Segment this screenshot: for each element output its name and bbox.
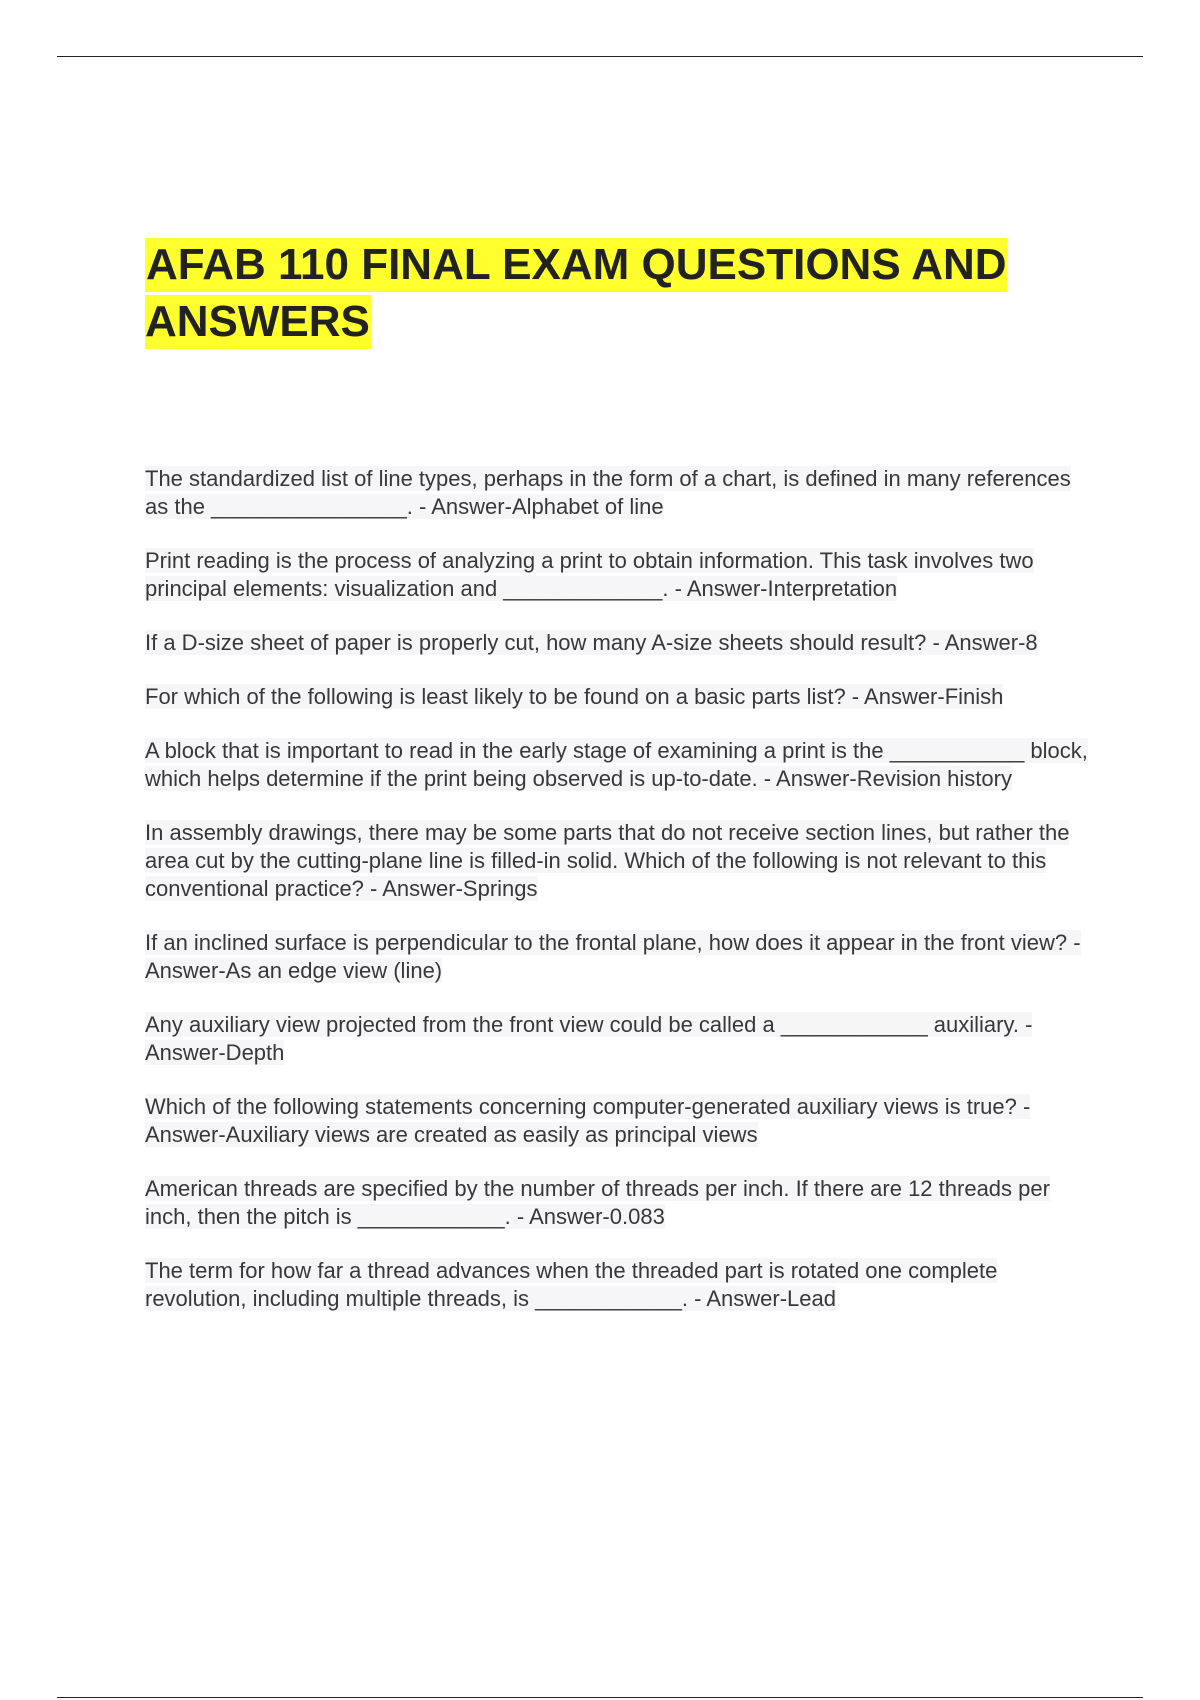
qa-item bbox=[145, 547, 1095, 603]
document-title bbox=[145, 236, 1045, 350]
qa-item bbox=[145, 1093, 1095, 1149]
qa-text: American threads are specified by the number of threads per inch. If there are 12 threads per inch, then the pitch is ____________. - Answer-0.083 bbox=[145, 1176, 1050, 1229]
qa-item bbox=[145, 465, 1095, 521]
qa-item bbox=[145, 819, 1095, 903]
header-rule bbox=[57, 56, 1143, 57]
document-title-highlight: AFAB 110 FINAL EXAM QUESTIONS AND ANSWERS bbox=[145, 238, 1007, 349]
qa-item bbox=[145, 1257, 1095, 1313]
qa-text: If a D-size sheet of paper is properly cut, how many A-size sheets should result? - Answer-8 bbox=[145, 630, 1038, 655]
qa-text: For which of the following is least likely to be found on a basic parts list? - Answer-Finish bbox=[145, 684, 1004, 709]
qa-item bbox=[145, 929, 1095, 985]
qa-text: The standardized list of line types, perhaps in the form of a chart, is defined in many references as the ________________. - Answer-Alphabet of line bbox=[145, 466, 1071, 519]
qa-item bbox=[145, 737, 1095, 793]
qa-text: A block that is important to read in the early stage of examining a print is the ___________ block, which helps determine if the print being observed is up-to-date. - Answer-Revision history bbox=[145, 738, 1088, 791]
qa-item bbox=[145, 683, 1095, 711]
qa-text: If an inclined surface is perpendicular to the frontal plane, how does it appear in the front view? - Answer-As an edge view (line) bbox=[145, 930, 1081, 983]
qa-list bbox=[145, 465, 1095, 1339]
qa-text: The term for how far a thread advances when the threaded part is rotated one complete revolution, including multiple threads, is ____________. - Answer-Lead bbox=[145, 1258, 998, 1311]
qa-text: In assembly drawings, there may be some parts that do not receive section lines, but rather the area cut by the cutting-plane line is filled-in solid. Which of the following is not relevant to this conventional practice? - Answer-Springs bbox=[145, 820, 1070, 901]
qa-item bbox=[145, 1011, 1095, 1067]
qa-item bbox=[145, 1175, 1095, 1231]
qa-text: Which of the following statements concerning computer-generated auxiliary views is true? - Answer-Auxiliary views are created as easily as principal views bbox=[145, 1094, 1031, 1147]
footer-rule bbox=[57, 1697, 1143, 1698]
qa-text: Print reading is the process of analyzing a print to obtain information. This task involves two principal elements: visualization and _____________. - Answer-Interpretation bbox=[145, 548, 1034, 601]
qa-item bbox=[145, 629, 1095, 657]
qa-text: Any auxiliary view projected from the front view could be called a ____________ auxiliary. - Answer-Depth bbox=[145, 1012, 1033, 1065]
